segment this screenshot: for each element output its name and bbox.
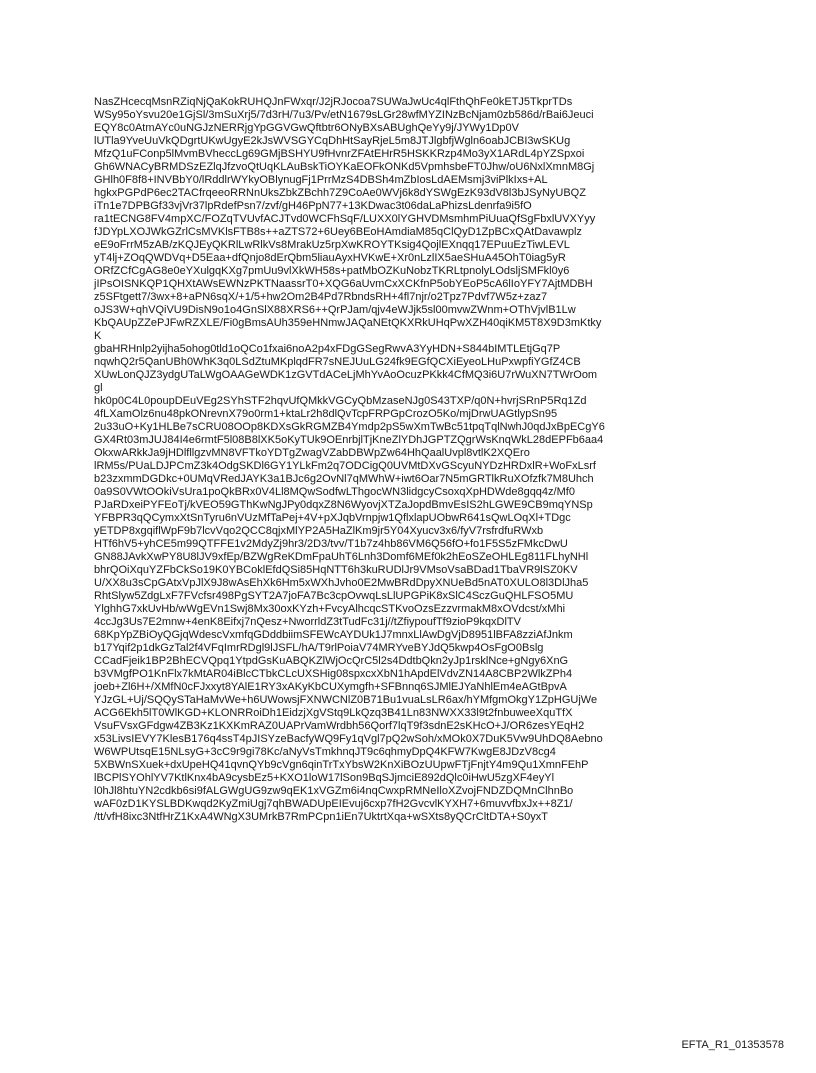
encoded-text-line: WSy95oYsvu20e1GjSl/3mSuXrj5/7d3rH/7u3/Pv/etN1679sLGr28wfMYZINzBcNjam0zb586d/rBai6Jeuci [94,109,594,121]
encoded-text-line: 0a9S0VWtOOkiVsUra1poQkBRx0V4Ll8MQwSodfwLThgocWN3lidgcyCsoxqXpHDWde8gqq4z/Mf0 [94,486,575,498]
encoded-text-line: yETDP8xgqiflWpF9b7lcvVqo2QCC8qjxMlYP2A5HaZlKm9jr5Y04Xyucv3x6/fyV7rsfrdfuRWxb [94,525,544,537]
encoded-text-line: ACG6Ekh5lT0WlKGD+KLONRRoiDh1EidzjXgVStq9LkQzq3B41Ln83NWXX33l9t2fnbuweeXquTfX [94,707,573,719]
encoded-text-line: joeb+Zl6H+/XMfN0cFJxxyt8YAlE1RY3xAKyKbCUXymgfh+SFBnnq6SJMlEJYaNhlEm4eAGtBpvA [94,681,567,693]
encoded-text-line: Gh6WNACyBRMDSzEZlqJfzvoQtUqKLAuBskTiOYKaEOFkONKd5VpmhsbeFT0Jhw/oU6NxlXmnM8Gj [94,161,595,173]
encoded-text-line: HTf6hV5+yhCE5m99QTFFE1v2MdyZj9hr3/2D3/tvv/T1b7z4hb86VM6Q56fO+fo1F5S5zFMkcDwU [94,538,568,550]
encoded-text-line: GX4Rt03mJUJ84I4e6rmtF5l08B8lXK5oKyTUk9OEnrbjlTjKneZlYDhJGPTZQgrWsKnqWkL28dEPFb6aa4 [94,434,604,446]
encoded-text-line: nqwhQ2r5QanUBh0WhK3q0LSdZtuMKplqdFR7sNEJUuLG24fk9EGfQCXiEyeoLHuPxwpfiYGfZ4CB [94,356,581,368]
encoded-text-line: b17Yqif2p1dkGzTal2f4VFqImrRDgl9lJSFL/hA/T9rlPoiaV74MRYveBYJdQ5kwp4OsFgO0Bslg [94,642,544,654]
encoded-text-line: lRM5s/PUaLDJPCmZ3k4OdgSKDl6GY1YLkFm2q7ODCigQ0UVMtDXvGScyuNYDzHRDxlR+WoFxLsrf [94,460,596,472]
encoded-text-line: EQY8c0AtmAYc0uNGJzNERRjgYpGGVGwQftbtr6ONyBXsABUghQeYy9j/JYWy1Dp0V [94,122,519,134]
encoded-text-line: lUTla9YveUuVkQDgrtUKwUgyE2kJsWVSGYCqDhHtSayRjeL5m8JTJlgbfjWgln6oabJCBI3wSKUg [94,135,571,147]
encoded-text-line: 68KpYpZBiOyQGjqWdescVxmfqGDddbiimSFEWcAYDUk1J7mnxLlAwDgVjD8951lBFA8zziAfJnkm [94,629,573,641]
encoded-text-line: MfzQ1uFConp5lMvmBVheccLg69GMjBSHYU9fHvnrZFAtEHrR5HSKKRzp4Mo3yX1ARdL4pYZSpxoi [94,148,585,160]
encoded-text-line: b23zxmmDGDkc+0UMqVRedJAYK3a1BJc6g2OvNl7qMWhW+iwt6Oar7N5mGRTlkRuXOfzfk7M8Uhch [94,473,594,485]
encoded-text-line: z5SFtgett7/3wx+8+aPN6sqX/+1/5+hw2Om2B4Pd7RbndsRH+4fl7njr/o2Tpz7Pdvf7W5z+zaz7 [94,291,548,303]
encoded-text-line: b3VMgfPO1KnFlx7kMtAR04iBlcCTbkCLcUXSHig08spxcxXbN1hApdElVdvZN14A8CBP2WlkZPh4 [94,668,573,680]
document-id-footer: EFTA_R1_01353578 [681,1039,784,1051]
encoded-text-line: YJzGL+Uj/SQQySTaHaMvWe+h6UWowsjFXNWCNlZ0B71Bu1vuaLsLR6ax/hYMfgmOkgY1ZpHGUjWe [94,694,598,706]
encoded-text-line: jIPsOISNKQP1QHXtAWsEWNzPKTNaassrT0+XQG6aUvmCxXCKfnP5obYEoP5cA6lIoYFY7AjtMDBH [94,278,593,290]
encoded-text-line: iTn1e7DPBGf33vjVr37lpRdefPsn7/zvf/gH46PpN77+13KDwac3t06daLaPhizsLdenrfa9i5fO [94,200,532,212]
encoded-text-line: K [94,330,102,342]
encoded-text-line: l0hJl8htuYN2cdkb6si9fALGWgUG9zw9qEK1xVGZm6i4nqCwxpRMNeIloXZvojFNDZDQMnClhnBo [94,785,574,797]
encoded-text-line: bhrQOiXquYZFbCkSo19K0YBCoklEfdQSi85HqNTT6h3kuRUDlJr9VMsoVsaBDad1TbaVR9lSZ0KV [94,564,578,576]
encoded-text-block [94,96,734,824]
encoded-text-line: gbaHRHnlp2yijha5ohog0tld1oQCo1fxai6noA2p4xFDgGSegRwvA3YyHDN+S844bIMTLEtjGq7P [94,343,561,355]
encoded-text-line: yT4lj+ZOqQWDVq+D5Eaa+dfQnjo8dErQbm5liauAyxHVKwE+Xr0nLzlIX5aeSHuA45OhT0iag5yR [94,252,566,264]
encoded-text-line: 5XBWnSXuek+dxUpeHQ41qvnQYb9cVgn6qinTrTxYbsW2KnXiBOzUUpwFTjFnjtY4m9Qu1XmnFEhP [94,759,589,771]
encoded-text-line: oJS3W+qhVQiVU9DisN9o1o4GnSlX88XRS6++QrPJam/qjv4eWJjk5sl00mvwZWnm+OThVjvlB1Lw [94,304,576,316]
encoded-text-line: XUwLonQJZ3ydgUTaLWgOAAGeWDK1zGVTdACeLjMhYvAoOcuzPKkk4CfMQ3i6U7rWuXN7TWrOom [94,369,598,381]
encoded-text-line: wAF0zD1KYSLBDKwqd2KyZmiUgj7qhBWADUpEIEvuj6cxp7fH2GvcvlKYXH7+6muvvfbxJx++8Z1/ [94,798,573,810]
encoded-text-line: hk0p0C4L0poupDEuVEg2SYhSTF2hqvUfQMkkVGCyQbMzaseNJg0S43TXP/q0N+hvrjSRnP5Rq1Zd [94,395,587,407]
encoded-text-line: U/XX8u3sCpGAtxVpJlX9J8wAsEhXk6Hm5xWXhJvho0E2MwBRdDpyXNUeBd5nAT0XULO8l3DlJha5 [94,577,589,589]
encoded-text-line: GHlh0F8f8+INVBbY0/lRddlrWYkyOBlynugFj1PrrMzS4DBSh4mZbIosLdAEMsmj3viPlkIxs+AL [94,174,548,186]
encoded-text-line: lBCPlSYOhlYV7KtlKnx4bA9cysbEz5+KXO1loW17lSon9BqSJjmciE892dQlc0iHwU5zgXF4eyYl [94,772,555,784]
encoded-text-line: W6WPUtsqE15NLsyG+3cC9r9gi78Kc/aNyVsTmkhnqJT9c6qhmyDpQ4KFW7KwgE8JDzV8cg4 [94,746,556,758]
encoded-text-line: 2u33uO+Ky1HLBe7sCRU08OOp8KDXsGkRGMZB4Ymdp2pS5wXmTwBc51tpqTqlNwhJ0qdJxBpECgY6 [94,421,605,433]
encoded-text-line: YlghhG7xkUvHb/wWgEVn1Swj8Mx30oxKYzh+FvcyAlhcqcSTKvoOzsEzzvrmakM8xOVdcst/xMhi [94,603,566,615]
encoded-text-line: KbQAUpZZePJFwRZXLE/Fi0gBmsAUh359eHNmwJAQaNEtQKXRkUHqPwXZH40qiKM5T8X9D3mKtky [94,317,602,329]
encoded-text-line: fJDYpLXOJWkGZrlCsMVKlsFTB8s++aZTS72+6Uey6BEoHAmdiaM85qClQyD1ZpBCxQAtDavawplz [94,226,582,238]
encoded-text-line: 4fLXamOlz6nu48pkONrevnX79o0rm1+ktaLr2h8dlQvTcpFRPGpCrozO5Ko/mjDrwUAGtlypSn95 [94,408,558,420]
encoded-text-line: GN88JAvkXwPY8U8lJV9xfEp/BZWgReKDmFpaUhT6Lnh3Domf6MEf0k2hEoSZeOHLEg811FLhyNHl [94,551,589,563]
encoded-text-line: x53LivsIEVY7KlesB176q4ssT4pJISYzeBacfyWQ9Fy1qVgl7pQ2wSoh/xMOk0X7DuK5Vw9UhDQ8Aebno [94,733,603,745]
encoded-text-line: 4ccJg3Us7E2mnw+4enK8Eifxj7nQesz+NworrldZ3tTudFc31j//tZfiypoufTf9zioP9kqxDlTV [94,616,521,628]
encoded-text-line: PJaRDxeiPYFEoTj/kVEO59GThKwNgJPy0dqxZ8N6WyovjXTZaJopdBmvEsIS2hLGWE9CB9mqYNSp [94,499,593,511]
encoded-text-line: ORfZCfCgAG8e0eYXulgqKXg7pmUu9vlXkWH58s+patMbOZKuNobzTKRLtpnolyLOdsljSMFkl0y6 [94,265,570,277]
encoded-text-line: eE9oFrrM5zAB/zKQJEyQKRlLwRlkVs8MrakUz5rpXwKROYTKsig4QojlEXnqq17EPuuEzTiwLEVL [94,239,570,251]
encoded-text-line: VsuFVsxGFdgw4ZB3Kz1KXKmRAZ0UAPrVamWrdbh56Qorf7lqT9f3sdnE2sKHcO+J/OR6zesYEqH2 [94,720,585,732]
encoded-text-line: hgkxPGPdP6ec2TACfrqeeoRRNnUksZbkZBchh7Z9CoAe0WVj6k8dYSWgEzK93dV8l3bJSyNyUBQZ [94,187,586,199]
encoded-text-line: YFBPR3qQCymxXtSnTyru6nVUzMfTaPej+4V+pXJqbVrnpjw1QflxlapUObwR641sQwLOqXl+TDgc [94,512,571,524]
encoded-text-line: CCadFjeik1BP2BhECVQpq1YtpdGsKuABQKZlWjOcQrC5l2s4DdtbQkn2yJp1rsklNce+gNgy6XnG [94,655,569,667]
encoded-text-line: NasZHcecqMsnRZiqNjQaKokRUHQJnFWxqr/J2jRJocoa7SUWaJwUc4qlFthQhFe0kETJ5TkprTDs [94,96,573,108]
encoded-text-line: /tt/vfH8ixc3NtfHrZ1KxA4WNgX3UMrkB7RmPCpn1iEn7UktrtXqa+wSXts8yQCrCltDTA+S0yxT [94,811,548,823]
encoded-text-line: RhtSlyw5ZdgLxF7FVcfsr498PgSYT2A7joFA7Bc3cpOvwqLsLlUPGPiK8xSlC4SczGuQHLFSO5MU [94,590,574,602]
encoded-text-line: OkxwARkkJa9jHDlfllgzvMN8VFTkoYDTgZwagVZabDBWpZw64HhQaalUvpl8vtlK2XQEro [94,447,530,459]
encoded-text-line: ra1tECNG8FV4mpXC/FOZqTVUvfACJTvd0WCFhSqF/LUXX0lYGHVDMsmhmPiUuaQfSgFbxlUVXYyy [94,213,596,225]
encoded-text-line: gl [94,382,103,394]
